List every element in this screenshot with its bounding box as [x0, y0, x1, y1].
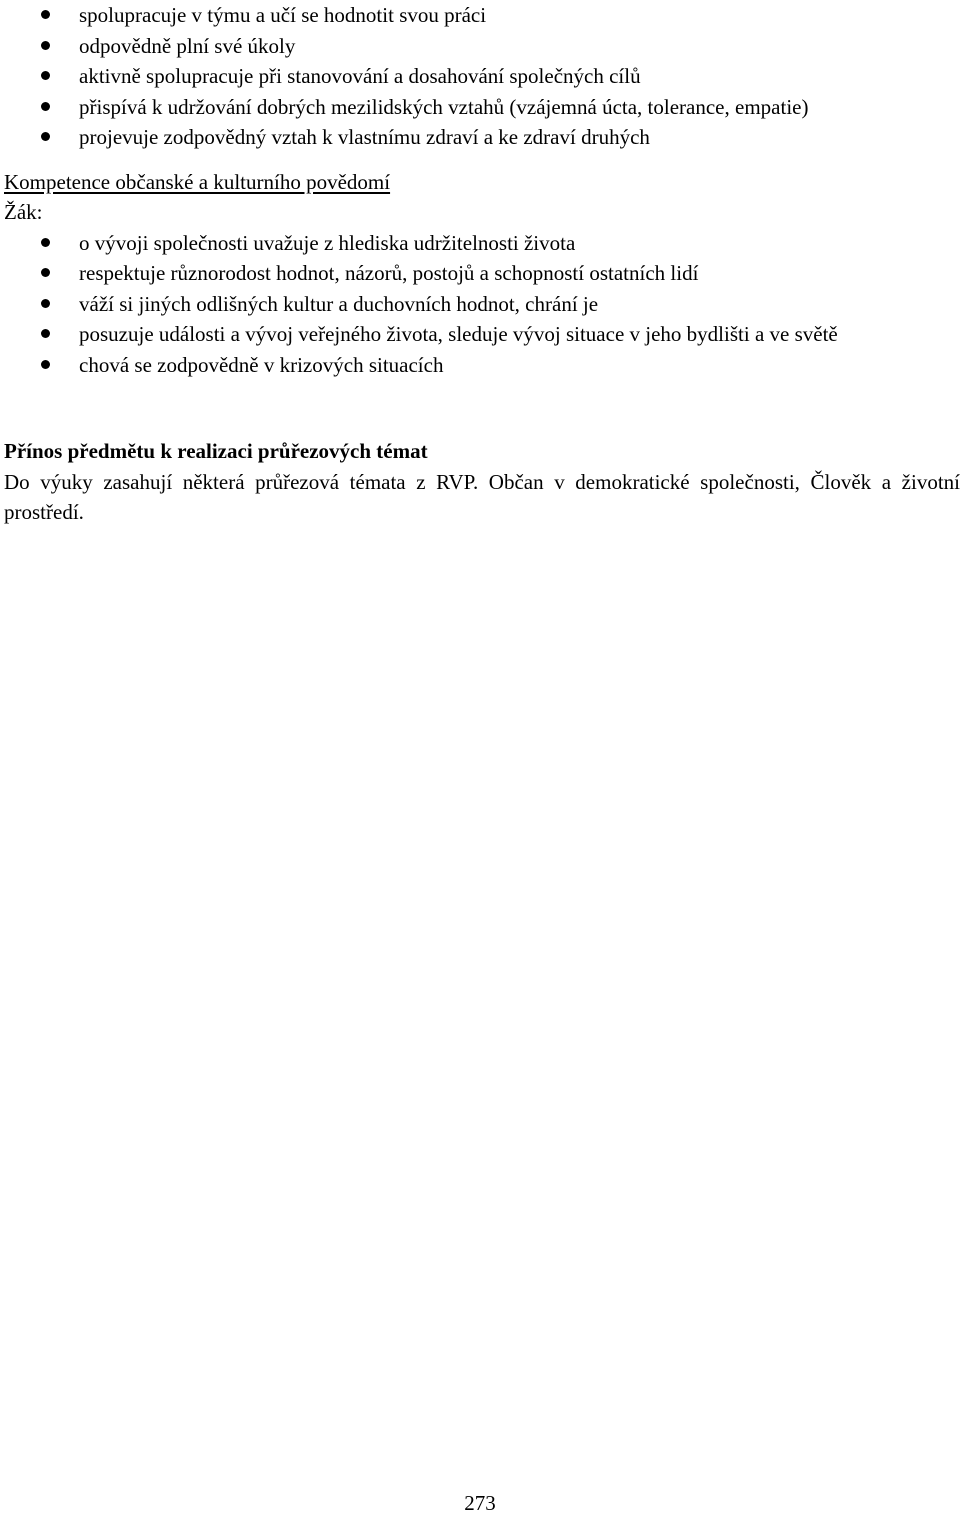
bullet-icon — [41, 71, 50, 80]
list-item — [0, 122, 960, 153]
list-item-text: aktivně spolupracuje při stanovování a dosahování společných cílů — [79, 64, 641, 88]
competency-list-civic — [0, 228, 960, 381]
list-item-text: projevuje zodpovědný vztah k vlastnímu zdraví a ke zdraví druhých — [79, 125, 650, 149]
bullet-icon — [41, 268, 50, 277]
list-item-text: chová se zodpovědně v krizových situacích — [79, 352, 444, 377]
list-item-text: váží si jiných odlišných kultur a duchovních hodnot, chrání je — [79, 291, 599, 316]
bullet-icon — [41, 238, 50, 247]
bullet-icon — [41, 360, 50, 369]
bullet-icon — [41, 10, 50, 19]
list-item — [0, 258, 960, 289]
list-item — [0, 92, 960, 123]
pupil-label: Žák: — [4, 200, 43, 224]
list-item-text: odpovědně plní své úkoly — [79, 33, 296, 58]
list-item — [0, 350, 960, 381]
list-item — [0, 289, 960, 320]
contribution-heading: Přínos předmětu k realizaci průřezových témat — [4, 439, 428, 463]
list-item-text: o vývoji společnosti uvažuje z hlediska udržitelnosti života — [79, 230, 576, 255]
list-item — [0, 0, 960, 31]
document-page — [0, 0, 960, 528]
page-number: 273 — [464, 1491, 496, 1515]
list-item-text: spolupracuje v týmu a učí se hodnotit svou práci — [79, 3, 487, 27]
bullet-icon — [41, 329, 50, 338]
list-item-text: respektuje různorodost hodnot, názorů, postojů a schopností ostatních lidí — [79, 261, 699, 285]
bullet-icon — [41, 132, 50, 141]
section-heading: Kompetence občanské a kulturního povědomí — [4, 169, 391, 194]
bullet-icon — [41, 41, 50, 50]
list-item — [0, 61, 960, 92]
bullet-icon — [41, 299, 50, 308]
bullet-icon — [41, 102, 50, 111]
list-item — [0, 31, 960, 62]
competency-list-work — [0, 0, 960, 153]
contribution-paragraph: Do výuky zasahují některá průřezová témata z RVP. Občan v demokratické společnosti, Člověk a životní prostředí. — [4, 469, 960, 524]
list-item-text: posuzuje události a vývoj veřejného života, sleduje vývoj situace v jeho bydlišti a ve světě — [79, 322, 838, 346]
list-item — [0, 319, 960, 350]
list-item — [0, 228, 960, 259]
list-item-text: přispívá k udržování dobrých mezilidských vztahů (vzájemná úcta, tolerance, empatie) — [79, 94, 809, 119]
